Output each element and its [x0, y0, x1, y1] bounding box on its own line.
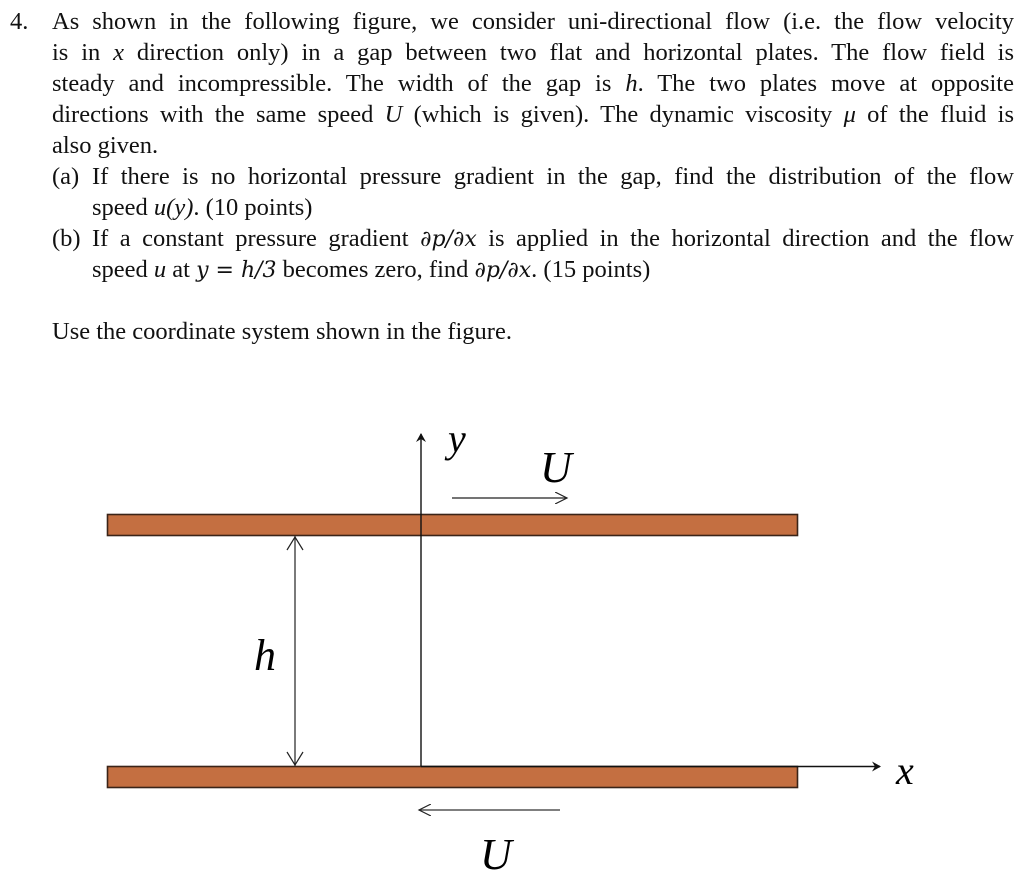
- bottom-velocity-label: U: [480, 830, 512, 879]
- y-axis-label: y: [448, 416, 466, 461]
- top-velocity-label: U: [540, 443, 572, 492]
- x-axis-label: x: [896, 748, 914, 793]
- part-b-line-2: speed u at y = h/3 becomes zero, find ∂p/∂x. (15 points): [92, 256, 651, 283]
- closing-instruction: Use the coordinate system shown in the figure.: [52, 318, 512, 345]
- part-b-line-1: If a constant pressure gradient ∂p/∂x is applied in the horizontal direction and the flow: [92, 225, 1014, 252]
- var-x: x: [113, 39, 125, 66]
- part-a-line-2: speed u(y). (10 points): [92, 194, 313, 221]
- top-plate: [108, 515, 798, 536]
- intro-line-3: steady and incompressible. The width of the gap is h. The two plates move at opposite: [52, 70, 1014, 97]
- condition-math: y = h/3: [196, 258, 277, 283]
- var-U: U: [384, 101, 403, 128]
- pressure-gradient-math: ∂p/∂x: [420, 227, 477, 252]
- part-a-line-1: If there is no horizontal pressure gradient in the gap, find the distribution of the flow: [92, 163, 1014, 190]
- gap-label: h: [254, 631, 276, 680]
- intro-line-2: is in x direction only) in a gap between two flat and horizontal plates. The flow field is: [52, 39, 1015, 66]
- var-mu: μ: [843, 101, 856, 128]
- part-a-label: (a): [52, 163, 80, 190]
- intro-line-1: As shown in the following figure, we consider uni-directional flow (i.e. the flow velocity: [52, 8, 1014, 35]
- intro-line-5: also given.: [52, 132, 159, 159]
- var-h: h: [625, 70, 638, 97]
- intro-line-4: directions with the same speed U (which is given). The dynamic viscosity μ of the fluid is: [52, 101, 1014, 128]
- pressure-gradient-math-2: ∂p/∂x: [474, 258, 532, 283]
- bottom-plate: [108, 767, 798, 788]
- problem-number: 4.: [10, 8, 29, 35]
- part-b-label: (b): [52, 225, 81, 252]
- var-u-of-y: u(y): [153, 194, 194, 221]
